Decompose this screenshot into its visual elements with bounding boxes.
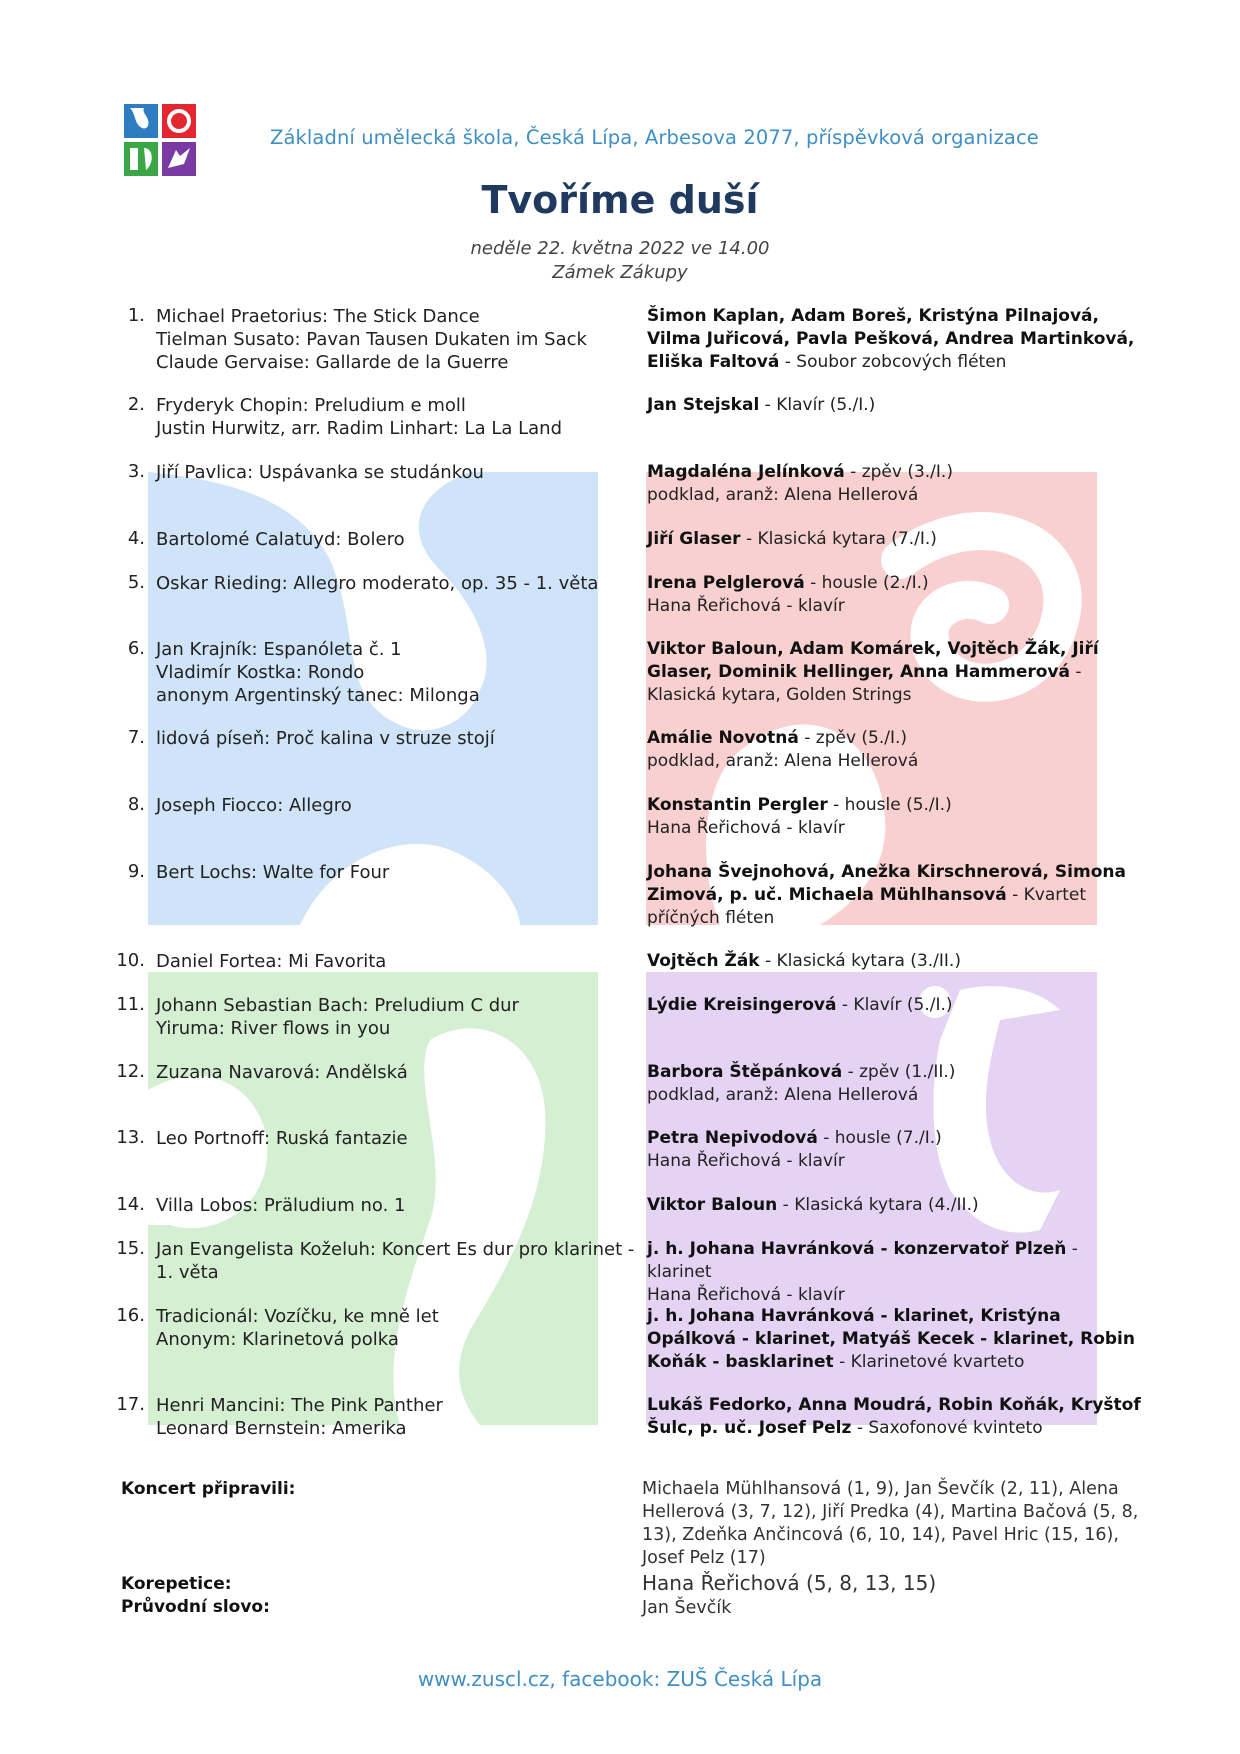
item-performers — [647, 528, 1147, 551]
item-piece: Tradicionál: Vozíčku, ke mně let Anonym: Klarinetová polka — [156, 1306, 439, 1350]
performer-role: - housle (5./I.) Hana Řeřichová - klavír — [647, 795, 952, 838]
performer-role: - Klarinetové kvarteto — [833, 1352, 1025, 1372]
item-piece: Leo Portnoff: Ruská fantazie — [156, 1128, 408, 1149]
performer-names: Konstantin Pergler — [647, 795, 828, 815]
performer-names: Viktor Baloun, Adam Komárek, Vojtěch Žák, Jiří Glaser, Dominik Hellinger, Anna Hammerová — [647, 639, 1099, 682]
item-number: 1. — [127, 305, 145, 326]
performer-role: - zpěv (5./I.) podklad, aranž: Alena Hellerová — [647, 728, 919, 771]
item-performers — [647, 1061, 1147, 1107]
item-performers — [647, 994, 1147, 1017]
item-piece: Henri Mancini: The Pink Panther Leonard Bernstein: Amerika — [156, 1395, 443, 1439]
performer-role: - Klasická kytara (4./II.) — [777, 1195, 979, 1215]
item-number: 4. — [127, 528, 145, 549]
slovo-label: Průvodní slovo: — [121, 1597, 270, 1617]
slovo-value: Jan Ševčík — [642, 1598, 732, 1618]
item-number: 6. — [127, 638, 145, 659]
item-performers — [647, 638, 1147, 707]
item-performers — [647, 1194, 1147, 1217]
item-performers — [647, 461, 1147, 507]
performer-names: Barbora Štěpánková — [647, 1062, 843, 1082]
performer-names: Viktor Baloun — [647, 1195, 778, 1215]
item-performers — [647, 572, 1147, 618]
performer-role: - klarinet Hana Řeřichová - klavír — [647, 1239, 1078, 1305]
performer-role: - Kvartet příčných fléten — [647, 885, 1087, 928]
item-performers — [647, 1305, 1147, 1374]
performer-names: j. h. Johana Havránková - konzervatoř Plzeň — [647, 1239, 1067, 1259]
footer-links[interactable]: www.zuscl.cz, facebook: ZUŠ Česká Lípa — [417, 1667, 823, 1691]
performer-role: - Klavír (5./I.) — [836, 995, 953, 1015]
performer-names: Jiří Glaser — [647, 529, 741, 549]
performer-role: - Saxofonové kvinteto — [851, 1418, 1043, 1438]
korepetice-label: Korepetice: — [121, 1574, 232, 1594]
performer-names: Vojtěch Žák — [647, 951, 760, 971]
performer-names: Irena Pelglerová — [647, 573, 805, 593]
performer-names: Lýdie Kreisingerová — [647, 995, 837, 1015]
item-number: 16. — [116, 1305, 145, 1326]
performer-names: Magdaléna Jelínková — [647, 462, 845, 482]
performer-role: - Klasická kytara (7./I.) — [740, 529, 937, 549]
item-performers — [647, 950, 1147, 973]
performer-role: - zpěv (3./I.) podklad, aranž: Alena Hellerová — [647, 462, 953, 505]
item-performers — [647, 727, 1147, 773]
item-performers — [647, 1238, 1147, 1307]
item-piece: Jiří Pavlica: Uspávanka se studánkou — [156, 462, 484, 483]
school-logo — [124, 104, 196, 176]
performer-role: - Klavír (5./I.) — [759, 395, 876, 415]
item-performers — [647, 1394, 1147, 1440]
prepared-value: Michaela Mühlhansová (1, 9), Jan Ševčík (2, 11), Alena Hellerová (3, 7, 12), Jiří Predka (4), Martina Bačová (5, 8, 13), Zdeňka Ančincová (6, 10, 14), Pavel Hric (15, 16), Josef Pelz (17) — [642, 1479, 1139, 1568]
item-number: 14. — [116, 1194, 145, 1215]
performer-names: Jan Stejskal — [647, 395, 760, 415]
performer-names: j. h. Johana Havránková - klarinet, Kristýna Opálková - klarinet, Matyáš Kecek - klarinet, Robin Koňák - basklarinet — [647, 1306, 1135, 1372]
item-number: 9. — [127, 861, 145, 882]
item-piece: Bartolomé Calatuyd: Bolero — [156, 529, 405, 550]
item-number: 12. — [116, 1061, 145, 1082]
item-piece: Joseph Fiocco: Allegro — [156, 795, 352, 816]
item-piece: Jan Krajník: Espanóleta č. 1 Vladimír Kostka: Rondo anonym Argentinský tanec: Milonga — [156, 639, 480, 706]
korepetice-value: Hana Řeřichová (5, 8, 13, 15) — [642, 1571, 937, 1595]
item-piece: Fryderyk Chopin: Preludium e moll Justin Hurwitz, arr. Radim Linhart: La La Land — [156, 395, 563, 439]
performer-role: - zpěv (1./II.) podklad, aranž: Alena Hellerová — [647, 1062, 956, 1105]
item-piece: Bert Lochs: Walte for Four — [156, 862, 390, 883]
performer-role: - housle (2./I.) Hana Řeřichová - klavír — [647, 573, 929, 616]
item-piece: lidová píseň: Proč kalina v struze stojí — [156, 728, 495, 749]
item-number: 8. — [127, 794, 145, 815]
performer-names: Šimon Kaplan, Adam Boreš, Kristýna Pilnajová, Vilma Juřicová, Pavla Pešková, Andrea Martinková, Eliška Faltová — [647, 306, 1135, 372]
performer-role: - housle (7./I.) Hana Řeřichová - klavír — [647, 1128, 942, 1171]
item-performers — [647, 794, 1147, 840]
item-performers — [647, 1127, 1147, 1173]
item-piece: Villa Lobos: Präludium no. 1 — [156, 1195, 406, 1216]
performer-names: Petra Nepivodová — [647, 1128, 818, 1148]
item-piece: Daniel Fortea: Mi Favorita — [156, 951, 387, 972]
item-number: 15. — [116, 1238, 145, 1259]
item-performers — [647, 861, 1147, 930]
item-number: 11. — [116, 994, 145, 1015]
item-piece: Johann Sebastian Bach: Preludium C dur Yiruma: River flows in you — [156, 995, 519, 1039]
performer-role: - Klasická kytara, Golden Strings — [647, 662, 1082, 705]
item-number: 13. — [116, 1127, 145, 1148]
concert-venue: Zámek Zákupy — [552, 262, 688, 283]
performer-names: Johana Švejnohová, Anežka Kirschnerová, Simona Zimová, p. uč. Michaela Mühlhansová — [647, 862, 1126, 905]
item-piece: Zuzana Navarová: Andělská — [156, 1062, 408, 1083]
performer-role: - Soubor zobcových fléten — [779, 352, 1007, 372]
item-piece: Oskar Rieding: Allegro moderato, op. 35 - 1. věta — [156, 573, 599, 594]
prepared-label: Koncert připravili: — [121, 1479, 296, 1499]
item-number: 2. — [127, 394, 145, 415]
item-piece: Michael Praetorius: The Stick Dance Tielman Susato: Pavan Tausen Dukaten im Sack Claude Gervaise: Gallarde de la Guerre — [156, 306, 587, 373]
performer-role: - Klasická kytara (3./II.) — [759, 951, 961, 971]
item-number: 5. — [127, 572, 145, 593]
item-number: 10. — [116, 950, 145, 971]
item-number: 3. — [127, 461, 145, 482]
item-number: 7. — [127, 727, 145, 748]
organization-header: Základní umělecká škola, Česká Lípa, Arbesova 2077, příspěvková organizace — [270, 126, 1039, 149]
concert-date: neděle 22. května 2022 ve 14.00 — [470, 238, 770, 259]
performer-names: Lukáš Fedorko, Anna Moudrá, Robin Koňák, Kryštof Šulc, p. uč. Josef Pelz — [647, 1395, 1141, 1438]
item-performers — [647, 394, 1147, 417]
performer-names: Amálie Novotná — [647, 728, 799, 748]
concert-title: Tvoříme duší — [481, 178, 759, 222]
item-performers — [647, 305, 1147, 374]
item-piece: Jan Evangelista Koželuh: Koncert Es dur pro klarinet - 1. věta — [156, 1239, 635, 1283]
item-number: 17. — [116, 1394, 145, 1415]
